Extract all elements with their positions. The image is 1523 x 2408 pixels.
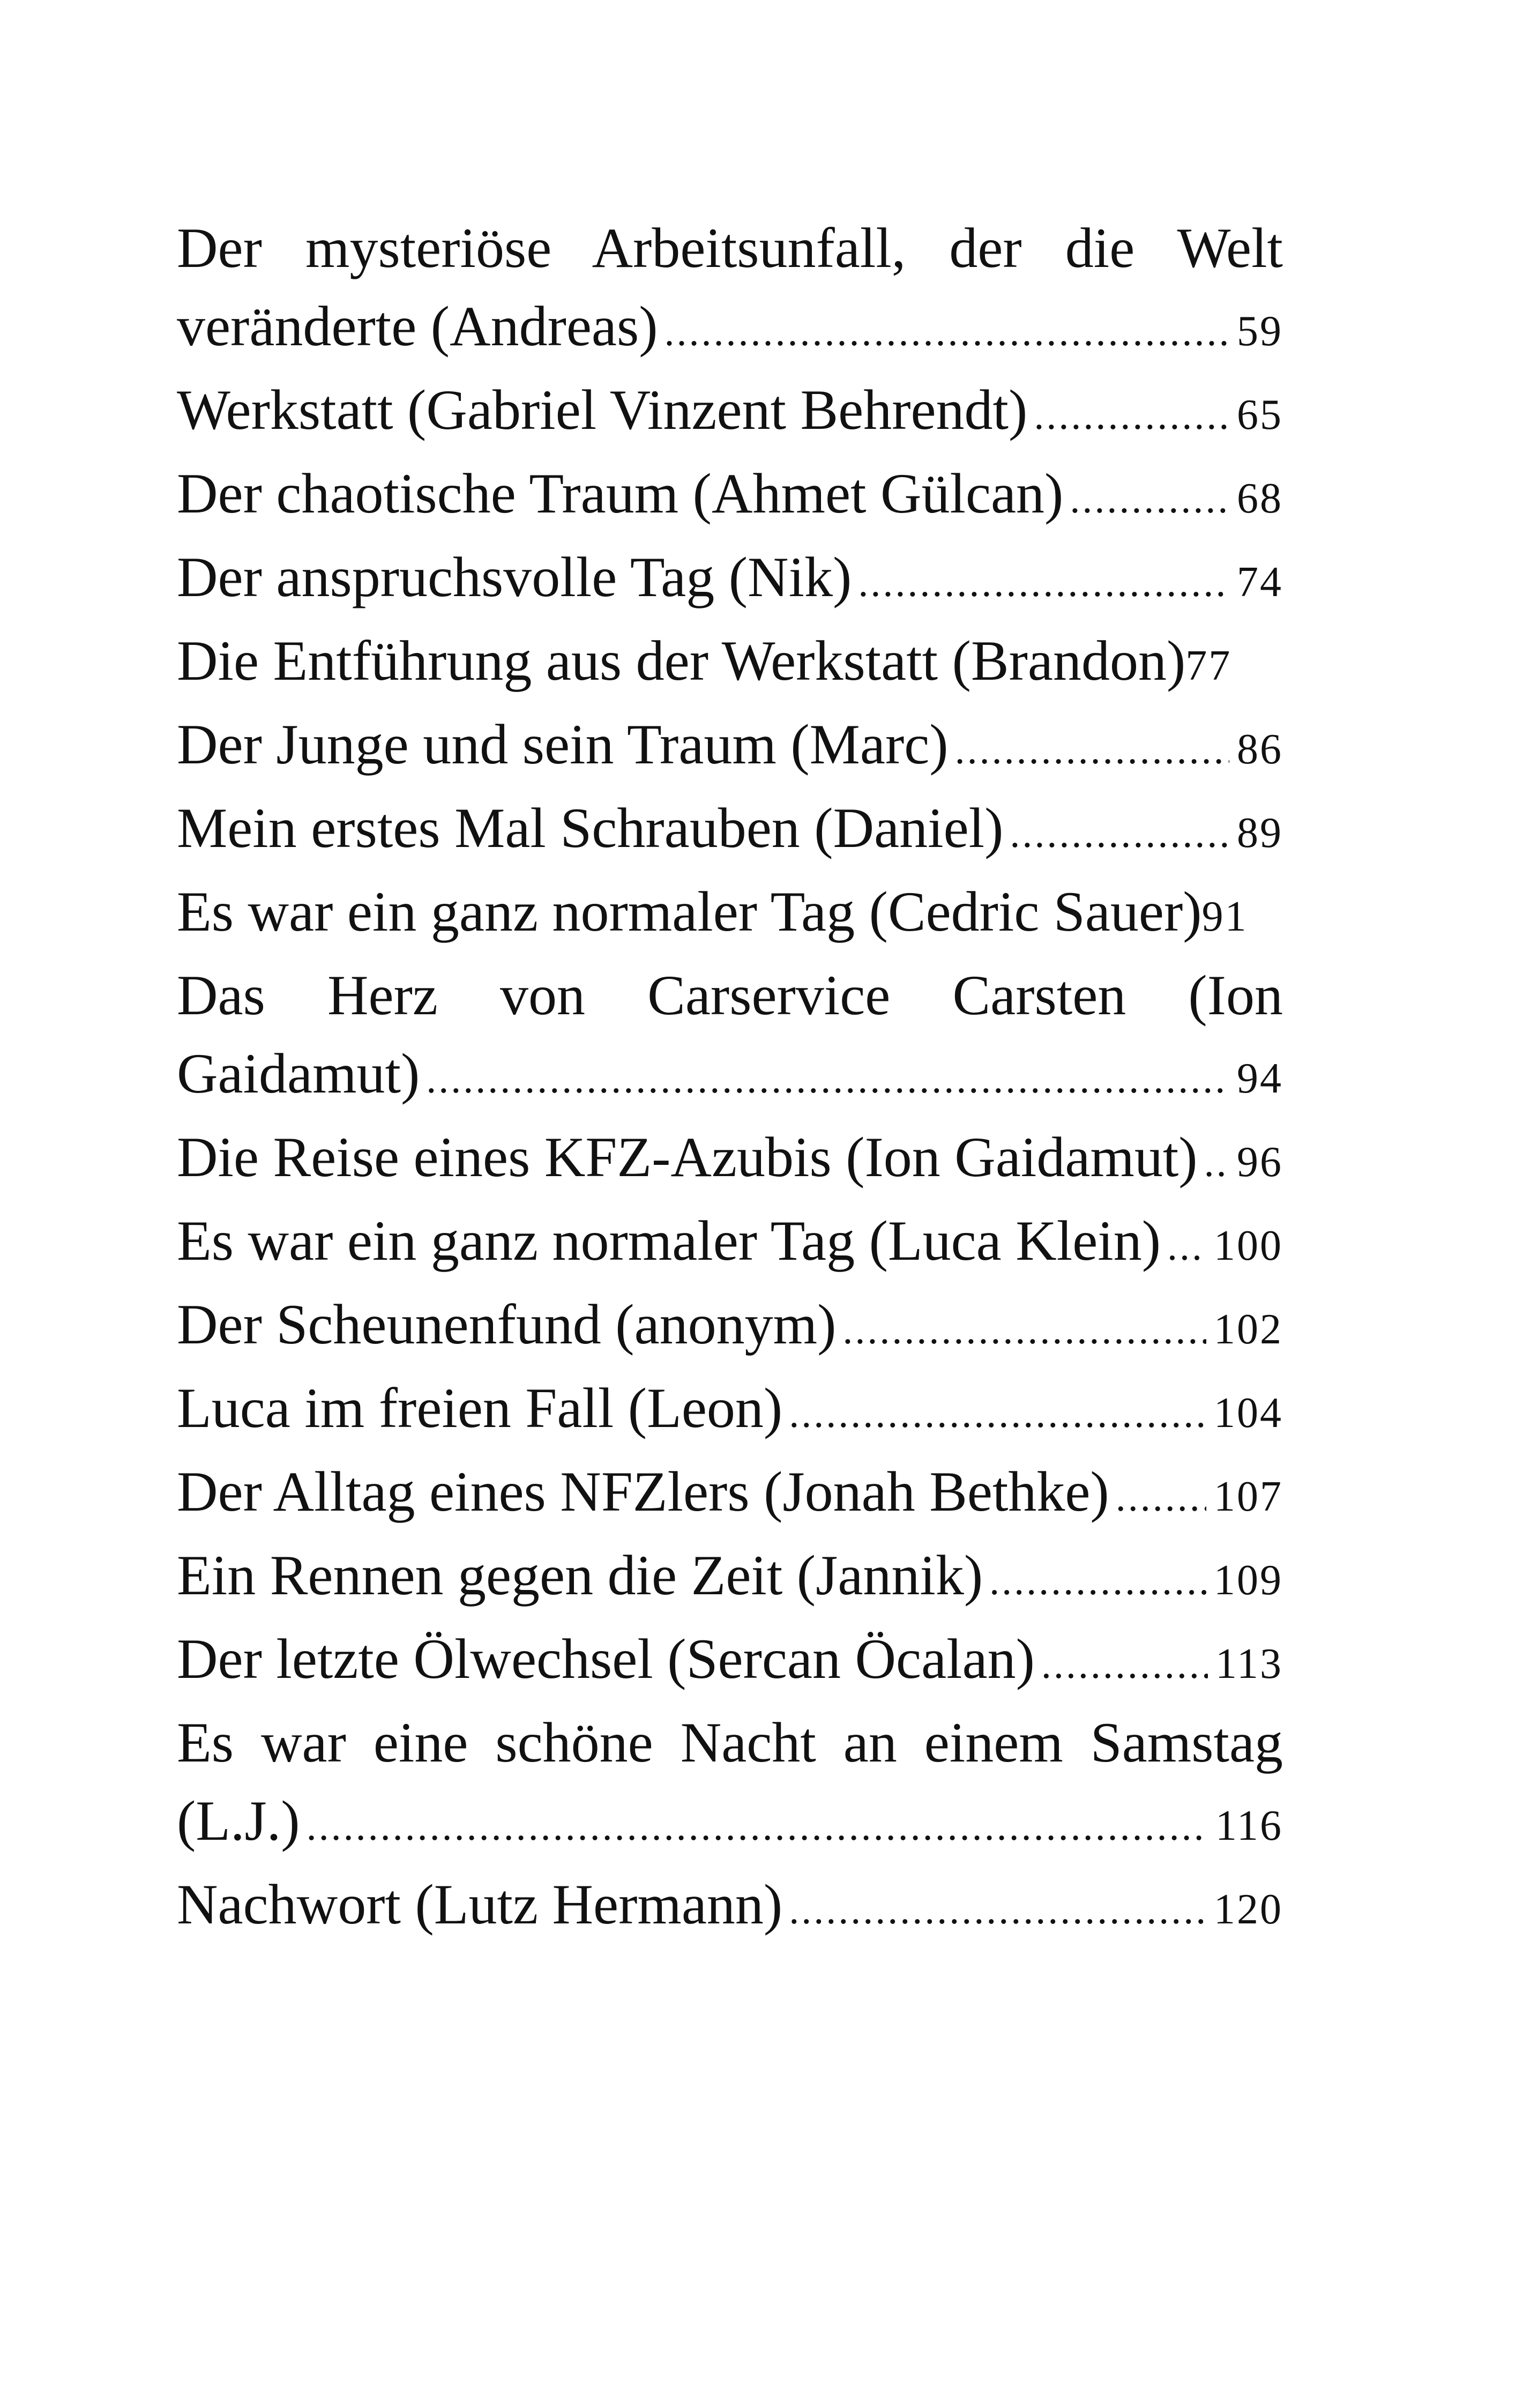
toc-entry	[177, 873, 1283, 956]
toc-entry-title: Die Reise eines KFZ-Azubis (Ion Gaidamut)	[177, 1126, 1198, 1188]
toc-entry-page: 109	[1214, 1557, 1283, 1604]
dot-leader	[426, 1040, 1229, 1118]
toc-entry-title: Der chaotische Traum (Ahmet Gülcan)	[177, 462, 1064, 525]
toc-entry-title: Mein erstes Mal Schrauben (Daniel)	[177, 797, 1004, 859]
dot-leader	[307, 1787, 1208, 1866]
toc-entry-title: Nachwort (Lutz Hermann)	[177, 1873, 783, 1936]
toc-entry-title-line: Der mysteriöse Arbeitsunfall, der die Welt	[177, 217, 1283, 279]
toc-entry-title-line: Es war eine schöne Nacht an einem Samstag	[177, 1711, 1283, 1774]
toc-entry-title: Werkstatt (Gabriel Vinzent Behrendt)	[177, 378, 1028, 441]
toc-entry	[177, 209, 1283, 371]
toc-entry-page: 116	[1215, 1802, 1283, 1849]
toc-entry	[177, 1118, 1283, 1202]
dot-leader	[1204, 1124, 1229, 1202]
dot-leader	[1167, 1207, 1206, 1285]
toc-entry-title: Es war ein ganz normaler Tag (Cedric Sauer)	[177, 880, 1202, 943]
toc-entry-page: 91	[1201, 893, 1248, 940]
toc-entry	[177, 789, 1283, 873]
toc-entry-title: Es war ein ganz normaler Tag (Luca Klein)	[177, 1209, 1161, 1272]
table-of-contents	[177, 209, 1283, 1949]
dot-leader	[1041, 1625, 1208, 1704]
toc-entry-title-line: Das Herz von Carservice Carsten (Ion	[177, 964, 1283, 1027]
toc-entry-page: 96	[1237, 1139, 1283, 1186]
toc-entry-title: (L.J.)	[177, 1789, 300, 1852]
toc-entry-title: Der anspruchsvolle Tag (Nik)	[177, 546, 852, 608]
dot-leader	[1070, 460, 1229, 538]
toc-entry-page: 120	[1214, 1886, 1283, 1933]
toc-entry	[177, 1866, 1283, 1949]
dot-leader	[1010, 794, 1229, 873]
toc-entry-page: 74	[1237, 559, 1283, 606]
toc-entry	[177, 1453, 1283, 1536]
toc-entry-page: 65	[1237, 391, 1283, 439]
toc-entry	[177, 538, 1283, 622]
toc-entry-title: veränderte (Andreas)	[177, 295, 658, 358]
toc-entry-page: 86	[1237, 726, 1283, 773]
toc-entry-page: 59	[1237, 308, 1283, 355]
toc-entry-title: Der Junge und sein Traum (Marc)	[177, 713, 949, 776]
toc-entry	[177, 705, 1283, 789]
toc-entry	[177, 1620, 1283, 1704]
toc-entry	[177, 622, 1283, 705]
toc-entry	[177, 1285, 1283, 1369]
toc-entry-page: 68	[1237, 475, 1283, 522]
toc-entry-title: Luca im freien Fall (Leon)	[177, 1377, 783, 1439]
toc-entry	[177, 956, 1283, 1118]
toc-entry-title: Ein Rennen gegen die Zeit (Jannik)	[177, 1544, 983, 1607]
toc-entry	[177, 1369, 1283, 1453]
toc-entry-title: Der Scheunenfund (anonym)	[177, 1293, 837, 1356]
dot-leader	[1116, 1458, 1206, 1536]
dot-leader	[789, 1871, 1206, 1949]
toc-entry	[177, 1704, 1283, 1866]
dot-leader	[789, 1374, 1206, 1453]
toc-entry-title: Der letzte Ölwechsel (Sercan Öcalan)	[177, 1627, 1035, 1690]
toc-entry	[177, 1202, 1283, 1285]
dot-leader	[665, 293, 1229, 371]
dot-leader	[989, 1542, 1206, 1620]
toc-entry-page: 104	[1214, 1389, 1283, 1437]
dot-leader	[858, 544, 1229, 622]
toc-entry-page: 102	[1214, 1306, 1283, 1353]
toc-entry-title: Die Entführung aus der Werkstatt (Brandon)	[177, 629, 1186, 692]
dot-leader	[955, 711, 1229, 789]
dot-leader	[1034, 376, 1229, 455]
toc-entry-title: Der Alltag eines NFZlers (Jonah Bethke)	[177, 1460, 1109, 1523]
dot-leader	[842, 1291, 1206, 1369]
toc-entry	[177, 455, 1283, 538]
toc-entry-page: 100	[1214, 1222, 1283, 1269]
toc-entry	[177, 371, 1283, 455]
toc-entry-page: 113	[1215, 1640, 1283, 1688]
toc-entry	[177, 1536, 1283, 1620]
toc-entry-page: 77	[1185, 642, 1232, 689]
toc-entry-title: Gaidamut)	[177, 1042, 420, 1105]
toc-entry-page: 107	[1214, 1473, 1283, 1520]
toc-entry-page: 94	[1237, 1055, 1283, 1102]
toc-entry-page: 89	[1237, 809, 1283, 857]
